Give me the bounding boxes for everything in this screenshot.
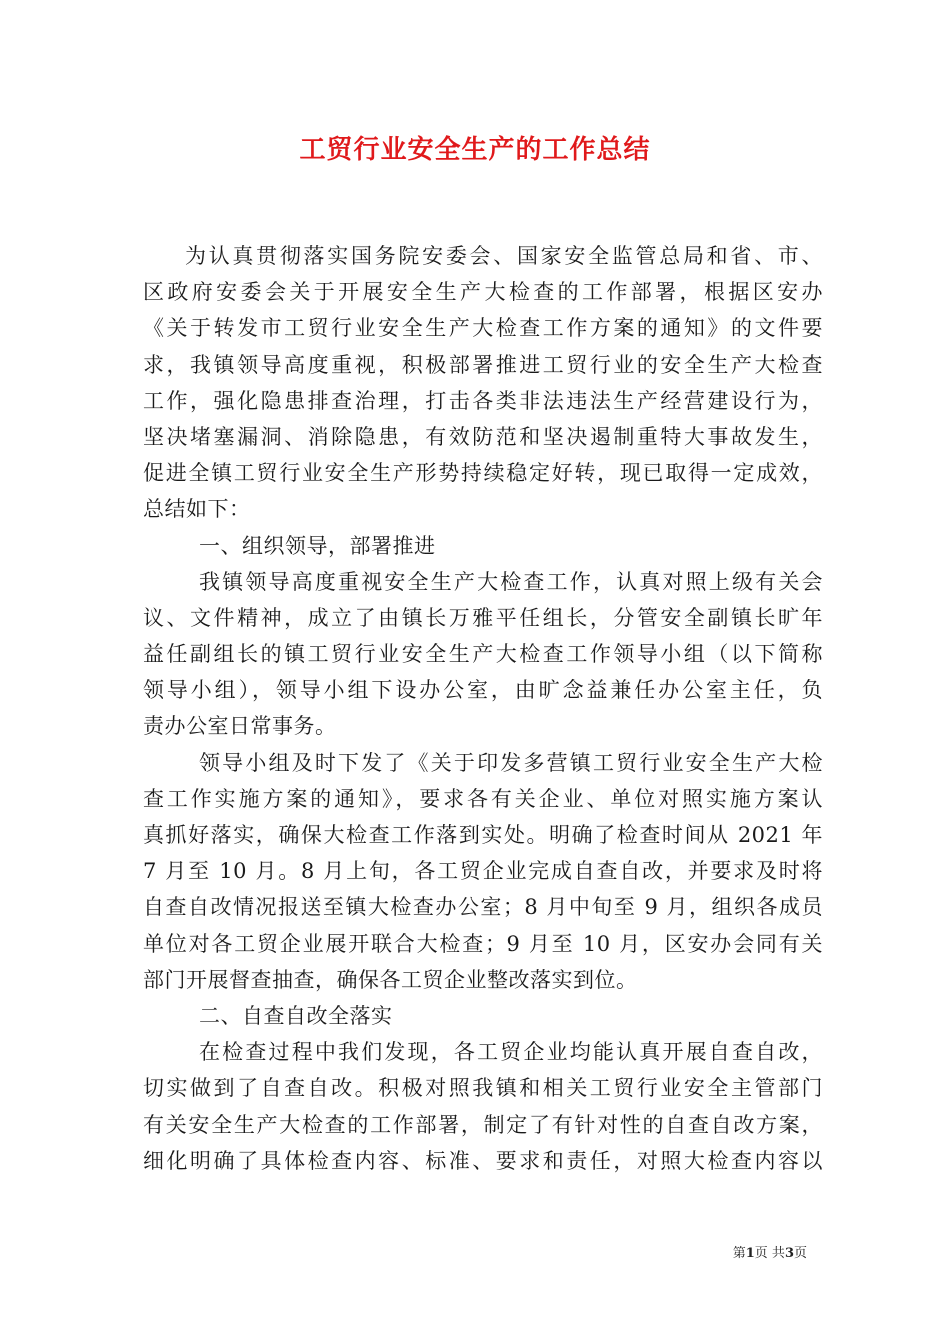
body-line: 工作，强化隐患排查治理，打击各类非法违法生产经营建设行为， bbox=[143, 388, 823, 413]
section-heading: 一、组织领导，部署推进 bbox=[199, 533, 436, 558]
body-line: 促进全镇工贸行业安全生产形势持续稳定好转，现已取得一定成效， bbox=[143, 461, 823, 486]
footer-total-pages: 3 bbox=[784, 1246, 794, 1261]
body-line: 细化明确了具体检查内容、标准、要求和责任，对照大检查内容以 bbox=[143, 1148, 823, 1173]
body-line: 7 月至 10 月。8 月上旬，各工贸企业完成自查自改，并要求及时将 bbox=[143, 859, 823, 884]
body-line: 区政府安委会关于开展安全生产大检查的工作部署，根据区安办 bbox=[143, 280, 823, 305]
body-line: 领导小组及时下发了《关于印发多营镇工贸行业安全生产大检 bbox=[199, 750, 823, 775]
body-line: 单位对各工贸企业展开联合大检查；9 月至 10 月，区安办会同有关 bbox=[143, 931, 823, 956]
body-line: 求，我镇领导高度重视，积极部署推进工贸行业的安全生产大检查 bbox=[143, 352, 823, 377]
body-line: 真抓好落实，确保大检查工作落到实处。明确了检查时间从 2021 年 bbox=[143, 823, 823, 847]
body-line: 在检查过程中我们发现，各工贸企业均能认真开展自查自改， bbox=[199, 1040, 823, 1065]
footer-middle: 页 共 bbox=[754, 1246, 785, 1261]
body-line: 我镇领导高度重视安全生产大检查工作，认真对照上级有关会 bbox=[199, 569, 823, 594]
body-line: 益任副组长的镇工贸行业安全生产大检查工作领导小组（以下简称 bbox=[143, 642, 823, 667]
document-body bbox=[143, 238, 823, 1179]
footer-prefix: 第 bbox=[732, 1246, 746, 1261]
body-line: 切实做到了自查自改。积极对照我镇和相关工贸行业安全主管部门 bbox=[143, 1076, 823, 1101]
body-line: 《关于转发市工贸行业安全生产大检查工作方案的通知》的文件要 bbox=[143, 316, 823, 341]
body-line: 议、文件精神，成立了由镇长万雅平任组长，分管安全副镇长旷年 bbox=[143, 605, 823, 630]
page-footer bbox=[733, 1244, 807, 1264]
body-line: 为认真贯彻落实国务院安委会、国家安全监管总局和省、市、 bbox=[185, 244, 823, 268]
footer-page-number: 1 bbox=[745, 1246, 755, 1261]
body-line: 责办公室日常事务。 bbox=[143, 714, 337, 739]
body-line: 查工作实施方案的通知》，要求各有关企业、单位对照实施方案认 bbox=[143, 786, 823, 811]
body-line: 部门开展督查抽查，确保各工贸企业整改落实到位。 bbox=[143, 967, 638, 992]
footer-suffix: 页 bbox=[793, 1246, 807, 1261]
body-line: 总结如下： bbox=[143, 497, 251, 522]
body-line: 自查自改情况报送至镇大检查办公室；8 月中旬至 9 月，组织各成员 bbox=[143, 895, 823, 920]
body-line: 领导小组），领导小组下设办公室，由旷念益兼任办公室主任，负 bbox=[143, 678, 823, 703]
body-line: 有关安全生产大检查的工作部署，制定了有针对性的自查自改方案， bbox=[143, 1112, 823, 1137]
document-title: 工贸行业安全生产的工作总结 bbox=[299, 135, 651, 165]
section-heading: 二、自查自改全落实 bbox=[199, 1003, 393, 1028]
body-line: 坚决堵塞漏洞、消除隐患，有效防范和坚决遏制重特大事故发生， bbox=[143, 424, 823, 449]
